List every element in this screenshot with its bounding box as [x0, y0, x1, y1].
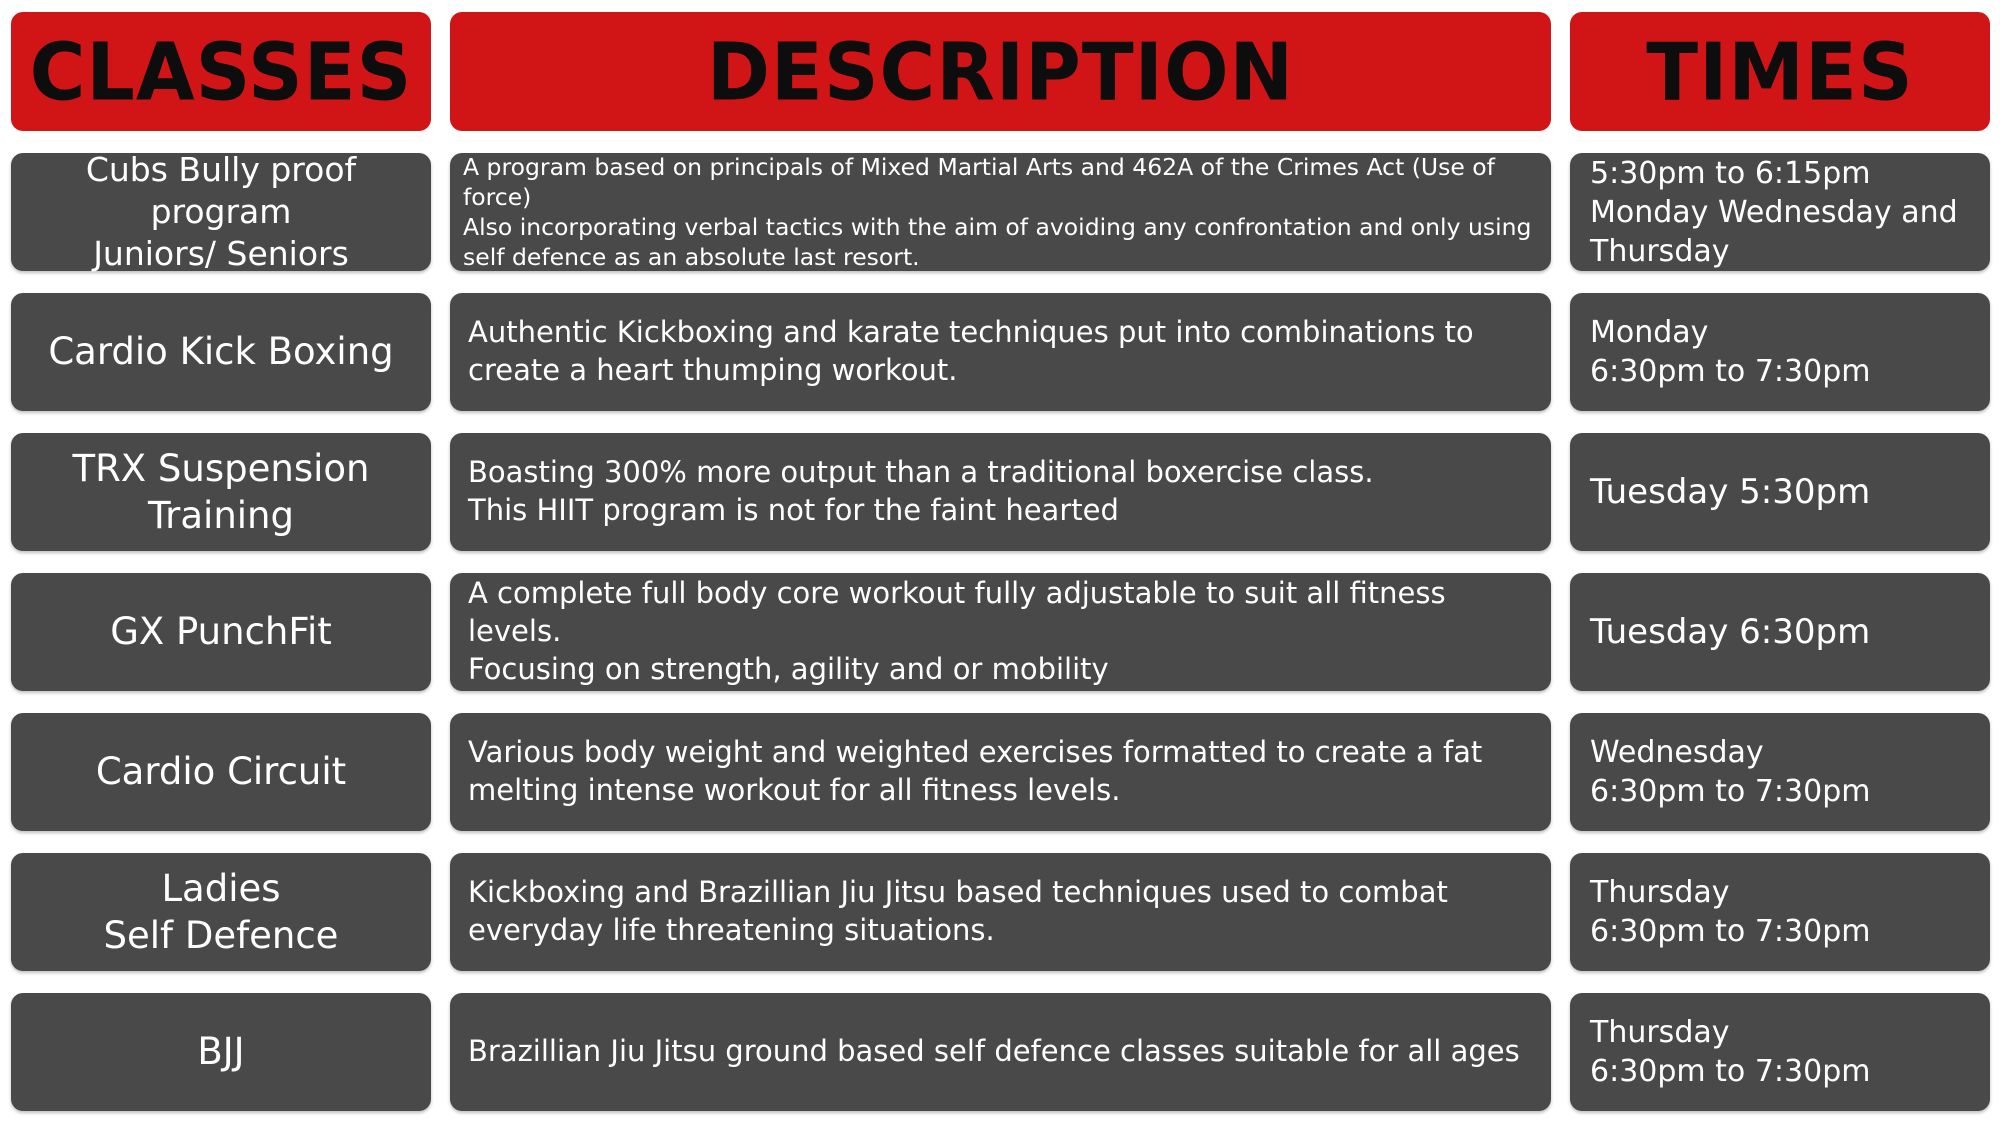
- class-times-cubs: 5:30pm to 6:15pm Monday Wednesday and Thursday: [1570, 153, 1990, 271]
- class-times-bjj: Thursday 6:30pm to 7:30pm: [1570, 993, 1990, 1111]
- class-name-bjj: BJJ: [11, 993, 431, 1111]
- class-description-cardio-kick-boxing: Authentic Kickboxing and karate techniques put into combinations to create a heart thumping workout.: [450, 293, 1551, 411]
- class-name-cardio-kick-boxing: Cardio Kick Boxing: [11, 293, 431, 411]
- class-description-cardio-circuit: Various body weight and weighted exercises formatted to create a fat melting intense workout for all fitness levels.: [450, 713, 1551, 831]
- class-description-trx: Boasting 300% more output than a traditional boxercise class. This HIIT program is not for the faint hearted: [450, 433, 1551, 551]
- class-schedule-table: [11, 12, 1990, 1111]
- class-description-cubs: A program based on principals of Mixed Martial Arts and 462A of the Crimes Act (Use of force) Also incorporating verbal tactics with the aim of avoiding any confrontation and only using self defence as an absolute last resort.: [450, 153, 1551, 271]
- header-times: [1570, 12, 1990, 131]
- class-times-cardio-kick-boxing: Monday 6:30pm to 7:30pm: [1570, 293, 1990, 411]
- header-times-label: TIMES: [1646, 24, 1914, 119]
- class-times-ladies-self-defence: Thursday 6:30pm to 7:30pm: [1570, 853, 1990, 971]
- class-times-trx: Tuesday 5:30pm: [1570, 433, 1990, 551]
- class-description-bjj: Brazillian Jiu Jitsu ground based self defence classes suitable for all ages: [450, 993, 1551, 1111]
- class-name-cardio-circuit: Cardio Circuit: [11, 713, 431, 831]
- header-classes: [11, 12, 431, 131]
- header-description: [450, 12, 1551, 131]
- class-name-cubs: Cubs Bully proof program Juniors/ Seniors: [11, 153, 431, 271]
- class-description-gx-punchfit: A complete full body core workout fully adjustable to suit all fitness levels. Focusing on strength, agility and or mobility: [450, 573, 1551, 691]
- class-times-cardio-circuit: Wednesday 6:30pm to 7:30pm: [1570, 713, 1990, 831]
- header-description-label: DESCRIPTION: [706, 24, 1295, 119]
- class-name-gx-punchfit: GX PunchFit: [11, 573, 431, 691]
- class-name-trx: TRX Suspension Training: [11, 433, 431, 551]
- class-name-ladies-self-defence: Ladies Self Defence: [11, 853, 431, 971]
- header-classes-label: CLASSES: [29, 24, 413, 119]
- class-description-ladies-self-defence: Kickboxing and Brazillian Jiu Jitsu based techniques used to combat everyday life threatening situations.: [450, 853, 1551, 971]
- class-times-gx-punchfit: Tuesday 6:30pm: [1570, 573, 1990, 691]
